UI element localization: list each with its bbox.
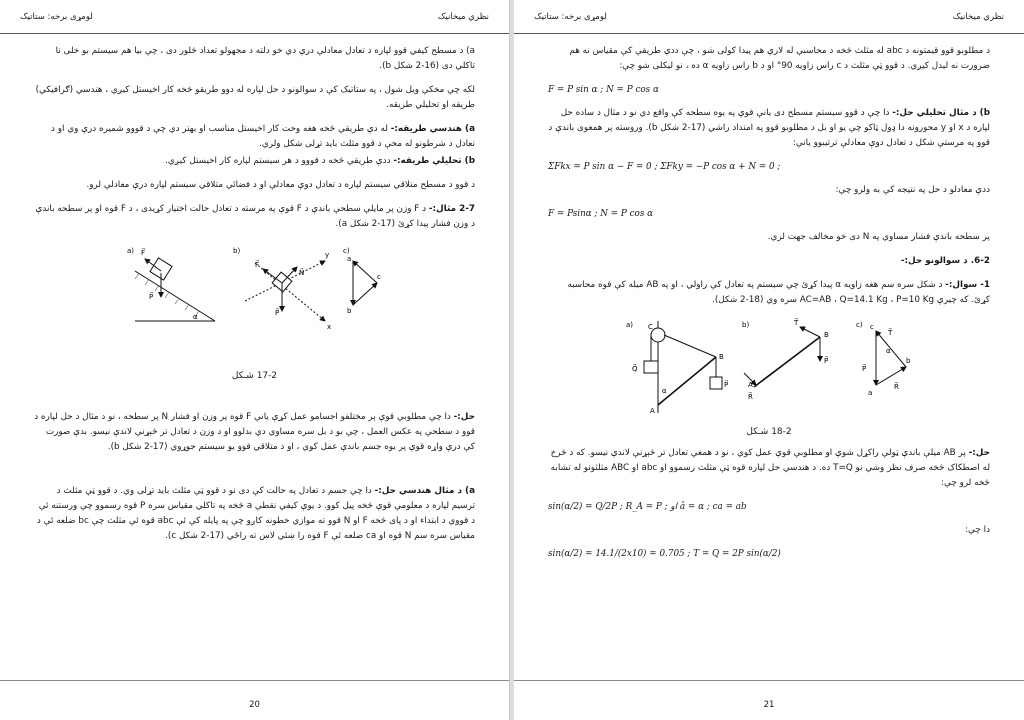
label-P: P⃗ bbox=[274, 309, 279, 317]
label-P: P⃗ bbox=[724, 381, 729, 389]
figure-18-2-drawing bbox=[624, 317, 914, 417]
rope bbox=[664, 335, 716, 357]
bar-AB-fbd bbox=[754, 337, 820, 387]
subheading: a) د مثال هندسي حل:- bbox=[374, 486, 475, 496]
equation: ΣFkx = P sin α − F = 0 ; ΣFky = −P cos α + N = 0 ; bbox=[548, 162, 781, 172]
figure-17-2 bbox=[125, 241, 385, 361]
incline-surface bbox=[135, 271, 215, 321]
fig-label-b: b) bbox=[742, 321, 750, 329]
left-page bbox=[0, 0, 510, 720]
paragraph bbox=[34, 202, 475, 232]
figure-17-2-drawing bbox=[125, 241, 385, 361]
label-alpha: α bbox=[886, 347, 891, 355]
paragraph: دا چې: bbox=[965, 525, 990, 535]
paragraph bbox=[34, 154, 475, 169]
paragraph bbox=[34, 122, 475, 152]
label-alpha: α bbox=[662, 387, 667, 395]
label-b: b bbox=[346, 307, 351, 315]
paragraph bbox=[548, 106, 990, 151]
right-page-body bbox=[548, 44, 990, 675]
triangle-N bbox=[353, 283, 377, 305]
fig-label-a: a) bbox=[126, 247, 134, 255]
paragraph: د مطلوبو قوو قیمتونه د abc له مثلث څخه د محاسبې له لارې هم پیدا کولی شو ، چې ددې طریقې کې مقیاس نه هم ضرورت نه لیدل کیږي. د قوو ټې مثلث د c راس زاویه 90° او د b راس زاویه α ده ، نو لیکلی شو چې: bbox=[569, 46, 990, 71]
label-B: B bbox=[719, 353, 724, 361]
label-B: B bbox=[824, 331, 829, 339]
force-T-arrow bbox=[800, 327, 820, 337]
paragraph bbox=[34, 484, 475, 544]
section-heading: 6-2. د سوالونو حل:- bbox=[900, 256, 990, 266]
label-Q: Q⃗ bbox=[632, 365, 638, 373]
hatching bbox=[135, 273, 199, 317]
paragraph-text: دا چې مطلوبې قوې پر مختلفو اجسامو عمل کړې یانې F قوه پر وزن او فشار N پر سطحه ، نو د مثال د حل لپاره د قوو د سطحې په عکس العمل ، چې بو د بل سره مساوي دي بدلوو او د وزن د تعادل تر څېړنې لاندې نیسو. بدې صورت کې درې واړه قوې پر یوه جسم باندې عمل کوي ، او د متلاقي قوو یو سیستم جوړوي (17-2 شکل b). bbox=[34, 412, 475, 452]
label-b: b bbox=[906, 357, 911, 365]
header-rule bbox=[514, 33, 1024, 34]
header-part-title: لومړی برخه: ستاتیک bbox=[534, 12, 607, 22]
label-y: y bbox=[324, 251, 329, 259]
header-part-title: لومړی برخه: ستاتیک bbox=[20, 12, 93, 22]
fig-label-c: c) bbox=[856, 321, 863, 329]
figure-caption: 18-2 شـکل bbox=[746, 427, 792, 437]
paragraph bbox=[34, 410, 475, 455]
page-header bbox=[534, 8, 1004, 26]
label-a: a bbox=[346, 255, 351, 263]
fig-label-b: b) bbox=[232, 247, 240, 255]
label-T: T⃗ bbox=[794, 319, 799, 327]
paragraph: د قوو د مسطح متلاقي سیستم لپاره د تعادل دوې معادلې او د فضائي متلاقي سیستم لپاره درې معادلې لرو. bbox=[86, 180, 475, 190]
label-P: P⃗ bbox=[148, 293, 153, 301]
right-page bbox=[514, 0, 1024, 720]
label-c: c bbox=[376, 273, 381, 281]
question-heading: 1- سوال:- bbox=[945, 280, 990, 290]
paragraph: ددې معادلو د حل په نتیجه کې به ولرو چې: bbox=[835, 185, 990, 195]
triangle-R bbox=[876, 367, 906, 385]
label-F: F⃗ bbox=[254, 261, 259, 269]
paragraph: پر سطحه باندې فشار مساوي په N دی خو مخالف جهت لري. bbox=[767, 232, 990, 242]
weight-Q bbox=[644, 361, 658, 373]
label-R: R⃗ bbox=[894, 383, 899, 391]
label-alpha: α bbox=[192, 313, 198, 321]
fig-label-c: c) bbox=[342, 247, 350, 255]
figure-18-2 bbox=[624, 317, 914, 417]
label-a: a bbox=[868, 389, 873, 397]
spacer bbox=[34, 390, 475, 410]
paragraph bbox=[548, 278, 990, 308]
axis-x bbox=[255, 263, 325, 321]
paragraph-text: ددې طریقې څخه د قووو د هر سیستم لپاره کار اخیستل کیږي. bbox=[165, 156, 394, 166]
label-A: A bbox=[650, 407, 655, 415]
page-header bbox=[20, 8, 489, 26]
label-P: P⃗ bbox=[862, 365, 867, 373]
label-R: R⃗ bbox=[748, 393, 753, 401]
paragraph: a) د مسطح کیفي قوو لپاره د تعادل معادلې درې دي خو دلته د مجهولو تعداد څلور دی ، چې بیا هم سیستم بو خلی نا تاکلي دی (16-2 شکل b). bbox=[55, 46, 475, 71]
paragraph-text: دا چې جسم د تعادل په حالت کې دی نو د قوو ټې مثلث باید تړلی وي. د قوو ټې مثلث د ترسیم لپاره د معلومې قوې څخه پیل کوو. د یوې کیفي نقطې a څخه په تاکلي مقیاس سره P قوه رسموو چې ورستنه ئې د قووي د ابتداء او د پای څخه F او N قوو ته موازي خطونه کاږو چې په پایله کې ئې abc قوه ئې مثلث چې bc ضلعه ئې د مقیاس سره سم N قوه او ca ضلعه ئې F قوه را ښئي لاس ته راځي (17-2 شکل c). bbox=[36, 486, 475, 541]
subheading: حل:- bbox=[453, 412, 475, 422]
spacer bbox=[34, 464, 475, 484]
label-T: T⃗ bbox=[888, 329, 893, 337]
paragraph-text: د شکل سره سم هغه زاویه α پیدا کړئ چې سیستم په تعادل کې راولي ، او په AB میله کې قوه محاسبه کړئ. که چیرې AC=AB ، Q=14.1 Kg ، P=10 Kg سره وي (18-2 شکل). bbox=[567, 280, 990, 305]
paragraph-text: پر AB میلې باندې ټولې راکړل شوې او مطلوبې قوې عمل کوي ، نو د همغې تعادل تر څېړنې لاندې نیسو. که د څرخ له اصطکاک څخه صرف نظر وشي نو T=Q ده. د هندسي حل لپاره قوه ټې مثلث رسموو او abc او ABC مثلثونو له تشابه څخه لرو چې: bbox=[550, 448, 990, 488]
paragraph: لکه چې مخکې ویل شول ، په ستاتیک کې د سوالونو د حل لپاره له دوو طریقو څخه کار اخیستل کیږي ، هندسي (ګرافیکي) طریقه او تحلیلي طریقه. bbox=[35, 85, 475, 110]
label-F: F⃗ bbox=[140, 249, 145, 257]
paragraph-text: له دې طریقې څخه هغه وخت کار اخیستل مناسب او بهتر دي چې د قووو شمیره درې وي او د تعادل د شرطونو له مخې د قوو مثلث باید تړلی شکل ولري. bbox=[51, 124, 475, 149]
header-rule bbox=[0, 33, 509, 34]
example-heading: 2-7 مثال:- bbox=[428, 204, 475, 214]
footer-rule bbox=[514, 680, 1024, 681]
pulley bbox=[651, 328, 665, 342]
paragraph-text: د F وزن پر مایلې سطحې باندې د F قوې په مرسته د تعادل حالت اختیار کړیدی ، د F قوه او پر سطحه باندې د وزن فشار پیدا کړئ (17-2 شکل a). bbox=[35, 204, 475, 229]
label-A: A bbox=[748, 381, 753, 389]
page-number: 20 bbox=[249, 700, 260, 710]
weight-P bbox=[710, 377, 722, 389]
label-P: P⃗ bbox=[824, 357, 829, 365]
paragraph bbox=[548, 446, 990, 491]
label-C: C bbox=[648, 323, 653, 331]
equation: sin(α/2) = Q/2P ; R_A = P ; او â = α ; ca = ab bbox=[548, 502, 747, 512]
footer-rule bbox=[0, 680, 509, 681]
paragraph-text: دا چې د قوو سیستم مسطح دی یانې قوې په یوه سطحه کې واقع دي نو د مثال د ساده حل لپاره د x او y محورونه دا ډول ټاکو چې یو او بل د مطلوبو قوو په امتداد راشي (17-2 شکل b). وروسته پر همغوی باندې د قوو په مرستې شکل د تعادل دوې معادلې ترتیبوو یانې: bbox=[548, 108, 990, 148]
fig-label-a: a) bbox=[626, 321, 634, 329]
triangle-F bbox=[353, 261, 377, 283]
label-x: x bbox=[326, 323, 331, 331]
bar-AB bbox=[658, 357, 716, 405]
left-page-body bbox=[34, 44, 475, 675]
header-book-title: نظري میخانیک bbox=[437, 12, 489, 22]
subheading: حل:- bbox=[968, 448, 990, 458]
page-number: 21 bbox=[763, 700, 775, 710]
header-book-title: نظري میخانیک bbox=[952, 12, 1004, 22]
label-N: N⃗ bbox=[298, 269, 304, 277]
equation: F = P sin α ; N = P cos α bbox=[548, 85, 659, 95]
figure-caption: 17-2 شـکل bbox=[231, 371, 278, 381]
subheading: b) د مثال تحلیلي حل:- bbox=[892, 108, 990, 118]
subheading: a) هندسي طریقه:- bbox=[390, 124, 475, 134]
label-c: c bbox=[870, 323, 874, 331]
equation: F = Psinα ; N = P cos α bbox=[548, 209, 654, 219]
equation: sin(α/2) = 14.1/(2x10) = 0.705 ; T = Q = 2P sin(α/2) bbox=[548, 549, 781, 559]
subheading: b) تحلیلي طریقه:- bbox=[393, 156, 475, 166]
